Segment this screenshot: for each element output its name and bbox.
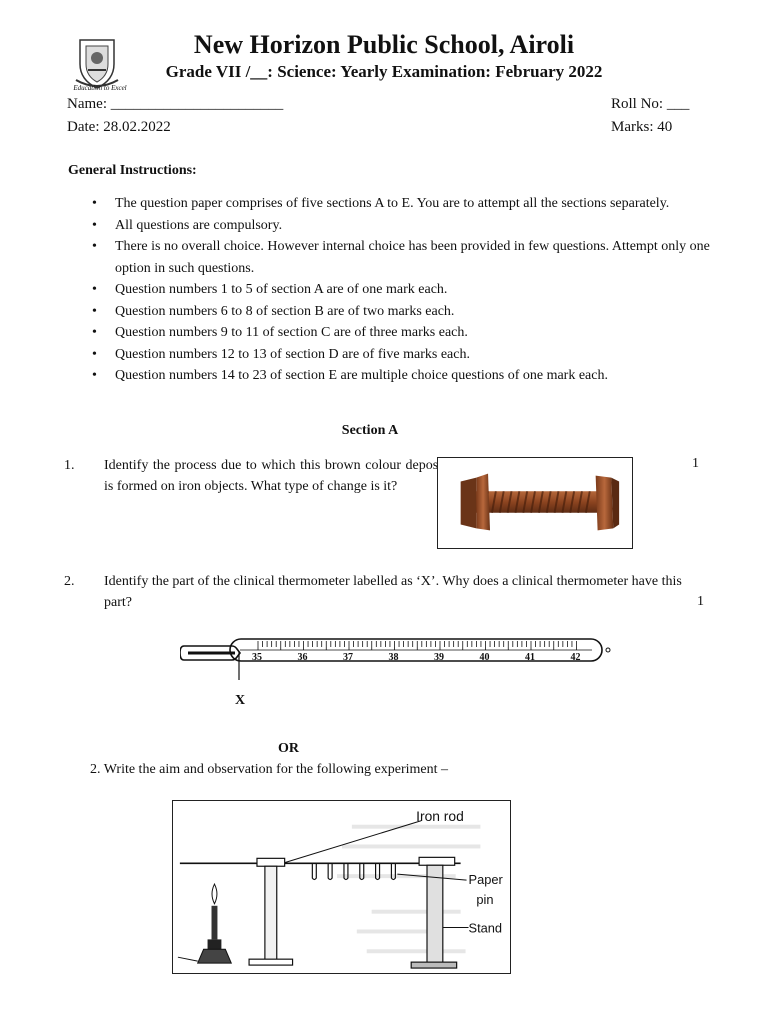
question-2-marks: 1 [697, 594, 704, 609]
instruction-item: • Question numbers 9 to 11 of section C are of three marks each. [92, 322, 732, 344]
scale-label: 39 [434, 652, 444, 663]
experiment-diagram [172, 800, 511, 974]
question-1-marks: 1 [692, 456, 699, 471]
instruction-item: • All questions are compulsory. [92, 215, 732, 237]
question-text: Identify the process due to which this brown colour deposit is formed on iron objects. What type of change is it? [104, 458, 446, 494]
instruction-item: • There is no overall choice. However internal choice has been provided in few questions. Attempt only one option in such questions. [92, 236, 732, 279]
total-marks: Marks: 40 [611, 119, 673, 135]
instructions-list [92, 193, 732, 387]
logo-caption: Education to Excel [73, 84, 127, 92]
question-number: 1. [64, 458, 75, 473]
scale-label: 40 [479, 652, 490, 663]
question-1 [64, 455, 446, 497]
exam-subtitle: Grade VII /__: Science: Yearly Examination: February 2022 [165, 62, 603, 81]
instruction-item: • Question numbers 14 to 23 of section E are multiple choice questions of one mark each. [92, 365, 732, 387]
section-a-heading: Section A [341, 423, 399, 438]
instruction-item: • The question paper comprises of five sections A to E. You are to attempt all the sections separately. [92, 193, 732, 215]
instruction-item: • Question numbers 1 to 5 of section A are of one mark each. [92, 279, 732, 301]
instruction-item: • Question numbers 12 to 13 of section D are of five marks each. [92, 344, 732, 366]
scale-label: 42 [570, 652, 581, 663]
roll-number-field: Roll No: ___ [611, 96, 690, 112]
instruction-item: • Question numbers 6 to 8 of section B are of two marks each. [92, 301, 732, 323]
label-paper: Paper [468, 872, 503, 888]
scale-label: 35 [252, 652, 262, 663]
scale-label: 41 [525, 652, 535, 663]
label-pin: pin [476, 891, 494, 907]
scale-label: 38 [388, 652, 399, 663]
scale-label: 37 [343, 652, 353, 663]
question-2-alternative: 2. Write the aim and observation for the following experiment – [90, 762, 449, 777]
question-2 [64, 571, 704, 613]
or-label: OR [278, 741, 299, 756]
name-field: Name: _______________________ [67, 96, 284, 112]
thermometer-label-x: X [235, 693, 246, 708]
instructions-heading: General Instructions: [68, 163, 197, 178]
question-number: 2. [64, 574, 75, 589]
exam-date: Date: 28.02.2022 [67, 119, 171, 135]
scale-label: 36 [297, 652, 308, 663]
clinical-thermometer-diagram [180, 636, 612, 680]
thermometer-scale-ticks [258, 641, 577, 650]
rusty-bolt-photo [437, 457, 633, 549]
label-iron-rod: Iron rod [416, 807, 464, 824]
school-title: New Horizon Public School, Airoli [193, 30, 575, 59]
question-text: Identify the part of the clinical thermometer labelled as ‘X’. Why does a clinical thermometer have this part? [104, 574, 682, 610]
label-stand: Stand [468, 920, 503, 936]
